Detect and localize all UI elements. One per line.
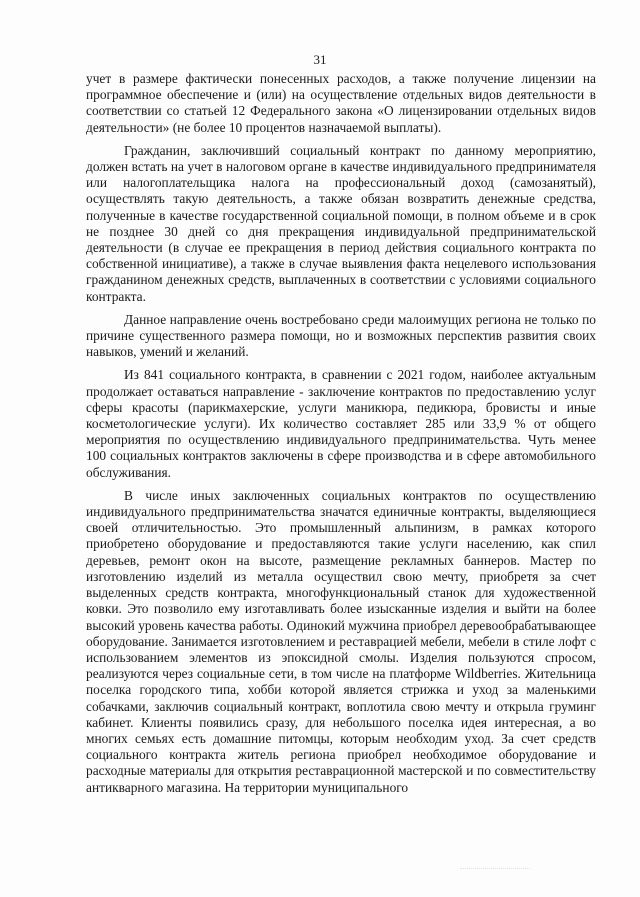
paragraph-licensing-costs: учет в размере фактически понесенных расходов, а также получение лицензии на программное обеспечение и (или) на осуществление отдельных видов деятельности в соответствии со статьей 12 Федерального закона «О лицензировании отдельных видов деятельности» (не более 10 процентов назначаемой выплаты). bbox=[86, 71, 596, 135]
document-body bbox=[86, 71, 596, 796]
paragraph-unique-contracts: В числе иных заключенных социальных контрактов по осуществлению индивидуального предпринимательства значатся единичные контракты, выделяющиеся своей отличительностью. Это промышленный альпинизм, в рамках которого приобретено оборудование и предоставляются такие услуги населению, как спил деревьев, ремонт окон на высоте, размещение рекламных баннеров. Мастер по изготовлению изделий из металла осуществил свою мечту, приобретя за счет выделенных средств контракта, многофункциональный станок для художественной ковки. Это позволило ему изготавливать более изысканные изделия и выйти на более высокий уровень качества работы. Одинокий мужчина приобрел деревообрабатывающее оборудование. Занимается изготовлением и реставрацией мебели, мебели в стиле лофт с использованием элементов из эпоксидной смолы. Изделия пользуются спросом, реализуются через социальные сети, в том числе на платформе Wildberries. Жительница поселка городского типа, хобби которой является стрижка и уход за маленькими собачками, заключив социальный контракт, воплотила свою мечту и открыла груминг кабинет. Клиенты появились сразу, для небольшого поселка идея интересная, а во многих семьях есть домашние питомцы, которым необходим уход. За счет средств социального контракта житель региона приобрел необходимое оборудование и расходные материалы для открытия реставрационной мастерской и по совместительству антикварного магазина. На территории муниципального bbox=[86, 487, 596, 795]
paragraph-citizen-obligations: Гражданин, заключивший социальный контракт по данному мероприятию, должен встать на учет в налоговом органе в качестве индивидуального предпринимателя или налогоплательщика налога на профессиональный доход (самозанятый), осуществлять такую деятельность, а также обязан возвратить денежные средства, полученные в качестве государственной социальной помощи, в полном объеме и в срок не позднее 30 дней со дня прекращения индивидуальной предпринимательской деятельности (в случае ее прекращения в период действия социального контракта по собственной инициативе), а также в случае выявления факта нецелевого использования гражданином денежных средств, выплаченных в соответствии с условиями социального контракта. bbox=[86, 142, 596, 304]
page-number: 31 bbox=[313, 52, 327, 67]
paragraph-direction-demand: Данное направление очень востребовано среди малоимущих региона не только по причине существенного размера помощи, но и возможных перспектив развития своих навыков, умений и желаний. bbox=[86, 311, 596, 360]
scan-artifact bbox=[460, 868, 530, 877]
paragraph-contract-statistics: Из 841 социального контракта, в сравнении с 2021 годом, наиболее актуальным продолжает оставаться направление - заключение контрактов по предоставлению услуг сферы красоты (парикмахерские, услуги маникюра, педикюра, бровисты и иные косметологические услуги). Их количество составляет 285 или 33,9 % от общего мероприятия по осуществлению индивидуального предпринимательства. Чуть менее 100 социальных контрактов заключены в сфере производства и в сфере автомобильного обслуживания. bbox=[86, 367, 596, 480]
